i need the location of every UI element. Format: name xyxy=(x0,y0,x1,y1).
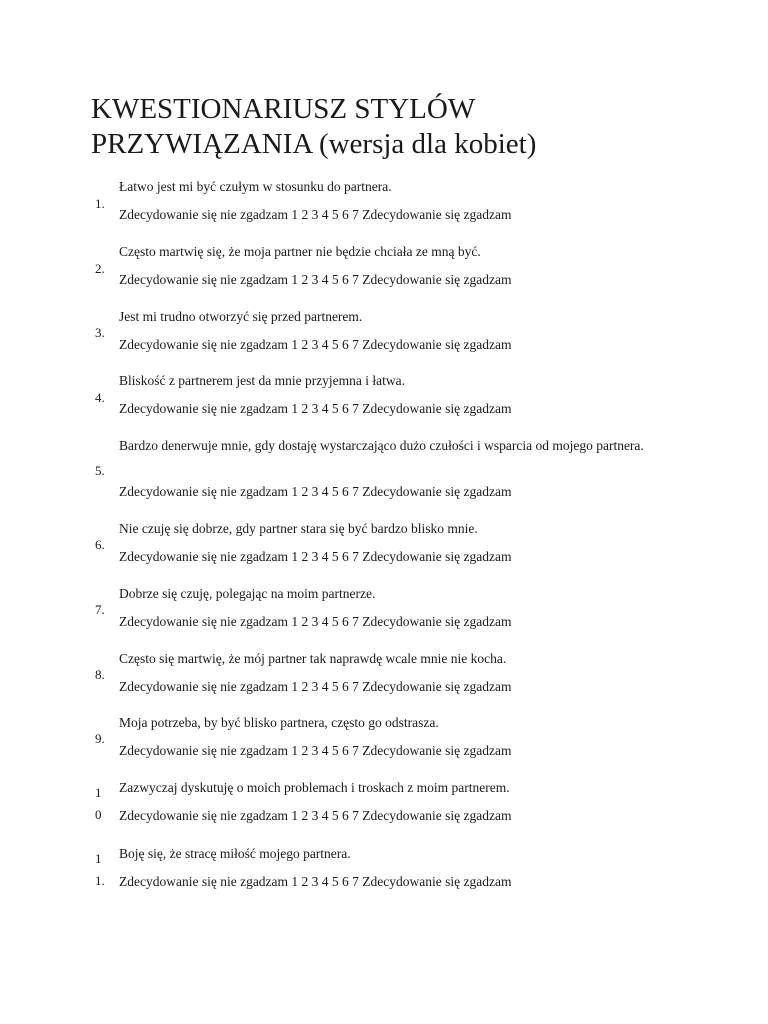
question-text: Jest mi trudno otworzyć się przed partnerem. xyxy=(119,309,363,324)
rating-scale: Zdecydowanie się nie zgadzam 1 2 3 4 5 6 7 Zdecydowanie się zgadzam xyxy=(119,401,512,416)
question-number: 7. xyxy=(95,602,105,617)
rating-scale: Zdecydowanie się nie zgadzam 1 2 3 4 5 6 7 Zdecydowanie się zgadzam xyxy=(119,808,512,823)
question-text: Moja potrzeba, by być blisko partnera, często go odstrasza. xyxy=(119,715,439,730)
question-text: Łatwo jest mi być czułym w stosunku do partnera. xyxy=(119,179,392,194)
question-number xyxy=(95,848,115,892)
rating-scale: Zdecydowanie się nie zgadzam 1 2 3 4 5 6 7 Zdecydowanie się zgadzam xyxy=(119,549,512,564)
rating-scale: Zdecydowanie się nie zgadzam 1 2 3 4 5 6 7 Zdecydowanie się zgadzam xyxy=(119,614,512,629)
question-text: Często martwię się, że moja partner nie będzie chciała ze mną być. xyxy=(119,244,481,259)
title-line-1: KWESTIONARIUSZ STYLÓW xyxy=(91,93,476,125)
rating-scale: Zdecydowanie się nie zgadzam 1 2 3 4 5 6 7 Zdecydowanie się zgadzam xyxy=(119,207,512,222)
question-number-part: 0 xyxy=(95,807,102,822)
page-title xyxy=(91,92,691,162)
question-number: 4. xyxy=(95,390,105,405)
question-text: Nie czuję się dobrze, gdy partner stara się być bardzo blisko mnie. xyxy=(119,521,478,536)
question-number-part: 1 xyxy=(95,785,102,800)
question-number: 8. xyxy=(95,667,105,682)
question-number: 1. xyxy=(95,196,105,211)
question-text: Dobrze się czuję, polegając na moim partnerze. xyxy=(119,586,376,601)
question-text: Boję się, że stracę miłość mojego partnera. xyxy=(119,846,351,861)
question-text: Bardzo denerwuje mnie, gdy dostaję wystarczająco dużo czułości i wsparcia od mojego partnera. xyxy=(119,438,644,453)
rating-scale: Zdecydowanie się nie zgadzam 1 2 3 4 5 6 7 Zdecydowanie się zgadzam xyxy=(119,743,512,758)
rating-scale: Zdecydowanie się nie zgadzam 1 2 3 4 5 6 7 Zdecydowanie się zgadzam xyxy=(119,484,512,499)
question-number: 9. xyxy=(95,731,105,746)
question-number: 3. xyxy=(95,325,105,340)
question-text: Bliskość z partnerem jest da mnie przyjemna i łatwa. xyxy=(119,373,406,388)
title-line-2: PRZYWIĄZANIA (wersja dla kobiet) xyxy=(91,128,537,160)
question-number: 2. xyxy=(95,261,105,276)
question-number: 5. xyxy=(95,463,105,478)
question-text: Zazwyczaj dyskutuję o moich problemach i troskach z moim partnerem. xyxy=(119,780,510,795)
rating-scale: Zdecydowanie się nie zgadzam 1 2 3 4 5 6 7 Zdecydowanie się zgadzam xyxy=(119,679,512,694)
question-text: Często się martwię, że mój partner tak naprawdę wcale mnie nie kocha. xyxy=(119,651,507,666)
question-number xyxy=(95,782,115,826)
question-number: 6. xyxy=(95,537,105,552)
rating-scale: Zdecydowanie się nie zgadzam 1 2 3 4 5 6 7 Zdecydowanie się zgadzam xyxy=(119,272,512,287)
question-number-part: 1 xyxy=(95,851,102,866)
rating-scale: Zdecydowanie się nie zgadzam 1 2 3 4 5 6 7 Zdecydowanie się zgadzam xyxy=(119,337,512,352)
rating-scale: Zdecydowanie się nie zgadzam 1 2 3 4 5 6 7 Zdecydowanie się zgadzam xyxy=(119,874,512,889)
question-number-part: 1. xyxy=(95,873,105,888)
